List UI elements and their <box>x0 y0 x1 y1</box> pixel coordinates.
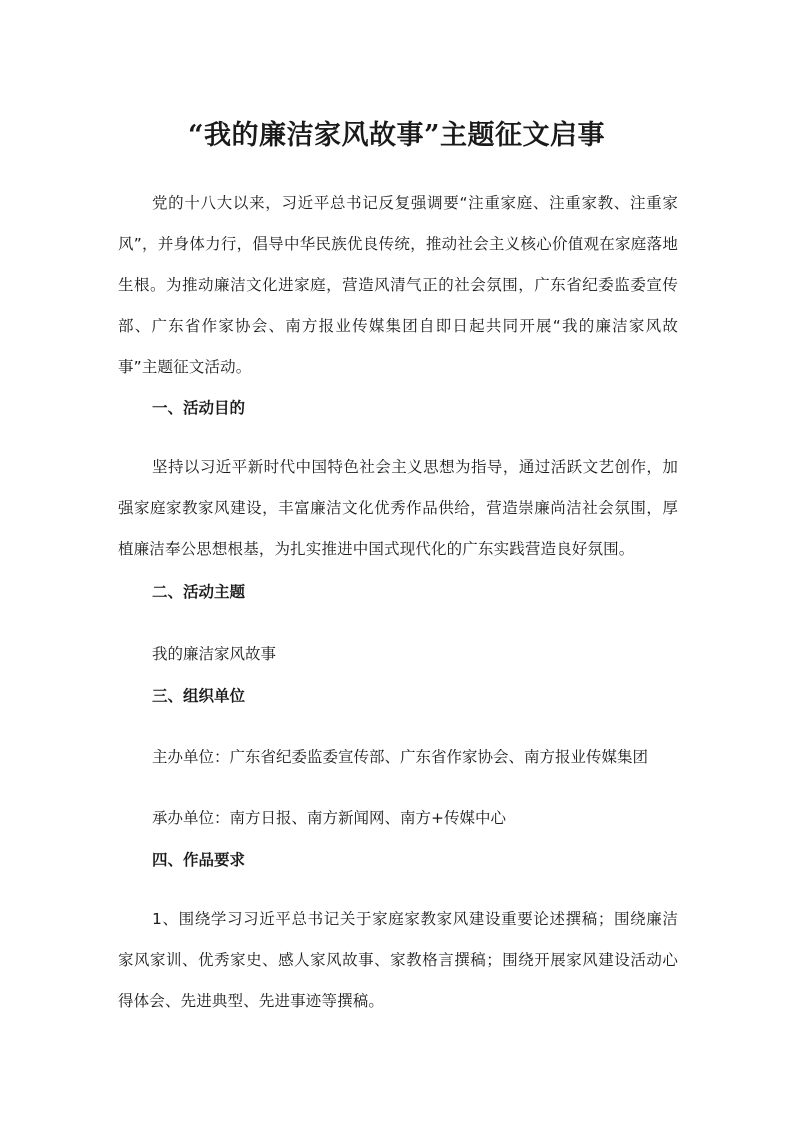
theme-text: 我的廉洁家风故事 <box>152 645 277 663</box>
section-heading-requirements: 四、作品要求 <box>152 851 246 869</box>
section-heading-purpose: 一、活动目的 <box>152 399 246 417</box>
purpose-paragraph: 坚持以习近平新时代中国特色社会主义思想为指导，通过活跃文艺创作，加强家庭家教家风建设，丰富廉洁文化优秀作品供给，营造崇廉尚洁社会氛围，厚植廉洁奉公思想根基，为扎实推进中国式现代化的广东实践营造良好氛围。 <box>118 458 678 558</box>
section-heading-theme: 二、活动主题 <box>152 583 246 601</box>
requirement-item-1: 1、围绕学习习近平总书记关于家庭家教家风建设重要论述撰稿；围绕廉洁家风家训、优秀家史、感人家风故事、家教格言撰稿；围绕开展家风建设活动心得体会、先进典型、先进事迹等撰稿。 <box>118 910 678 1010</box>
host-units-text: 主办单位：广东省纪委监委宣传部、广东省作家协会、南方报业传媒集团 <box>152 748 649 766</box>
intro-paragraph: 党的十八大以来，习近平总书记反复强调要“注重家庭、注重家教、注重家风”，并身体力行，倡导中华民族优良传统，推动社会主义核心价值观在家庭落地生根。为推动廉洁文化进家庭，营造风清气正的社会氛围，广东省纪委监委宣传部、广东省作家协会、南方报业传媒集团自即日起共同开展“我的廉洁家风故事”主题征文活动。 <box>118 194 678 376</box>
organizer-units-text: 承办单位：南方日报、南方新闻网、南方+传媒中心 <box>152 809 506 827</box>
section-heading-organizers: 三、组织单位 <box>152 687 246 705</box>
document-title: “我的廉洁家风故事”主题征文启事 <box>187 120 606 151</box>
